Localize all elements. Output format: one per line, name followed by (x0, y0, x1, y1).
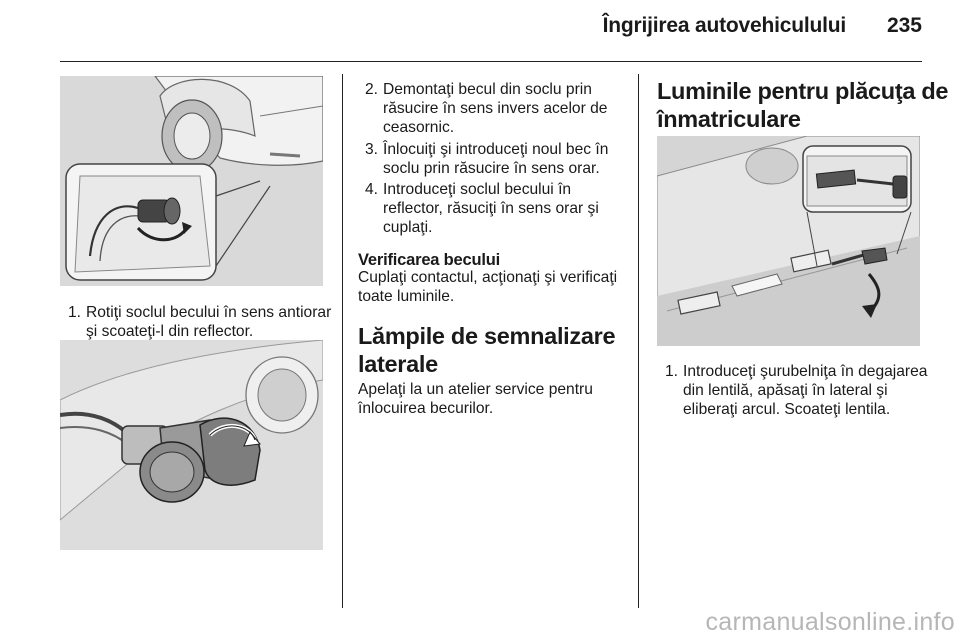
paragraph-side-lamps: Apelaţi la un atelier service pentru înlocuirea becurilor. (358, 381, 593, 417)
bulb-socket-rotate-closeup-illustration (60, 340, 323, 550)
step-text: Înlocuiţi şi introduceţi noul bec în soclu prin răsucire în sens orar. (383, 141, 609, 177)
step-text: Demontaţi becul din soclu prin răsucire în sens invers acelor de ceasornic. (383, 81, 608, 136)
page-number: 235 (886, 14, 922, 37)
step-text: Introduceţi şurubelniţa în degajarea din lentilă, apăsaţi în lateral şi eliberaţi arcul. Scoateţi lentila. (683, 363, 928, 418)
watermark: carmanualsonline.info (705, 608, 955, 636)
step-text: Rotiţi soclul becului în sens antiorar şi scoateţi-l din reflector. (86, 304, 332, 340)
heading-license-plate-lights: Luminile pentru plăcuţa de înmatriculare (657, 78, 949, 132)
paragraph-bulb-check: Cuplaţi contactul, acţionaţi şi verificaţi toate luminile. (358, 269, 618, 305)
figure-bulb-socket-closeup (60, 340, 323, 550)
step-number: 1. (68, 304, 82, 321)
license-plate-light-screwdriver-illustration (657, 136, 920, 346)
step-number: 2. (365, 81, 379, 98)
figure-bulb-socket-rear (60, 76, 323, 286)
step-number: 3. (365, 141, 379, 158)
header-rule (60, 61, 922, 62)
step-number: 1. (665, 363, 679, 380)
heading-side-lamps: Lămpile de semnalizare laterale (358, 323, 616, 377)
heading-bulb-check: Verificarea becului (358, 251, 501, 269)
step-number: 4. (365, 181, 379, 198)
running-header-title: Îngrijirea autovehiculului (602, 14, 846, 37)
figure-license-plate-light (657, 136, 920, 346)
column-divider-left (342, 74, 343, 608)
step-text: Introduceţi soclul becului în reflector, răsuciţi în sens orar şi cuplaţi. (383, 181, 599, 236)
bulb-socket-car-rear-illustration (60, 76, 323, 286)
column-divider-right (638, 74, 639, 608)
